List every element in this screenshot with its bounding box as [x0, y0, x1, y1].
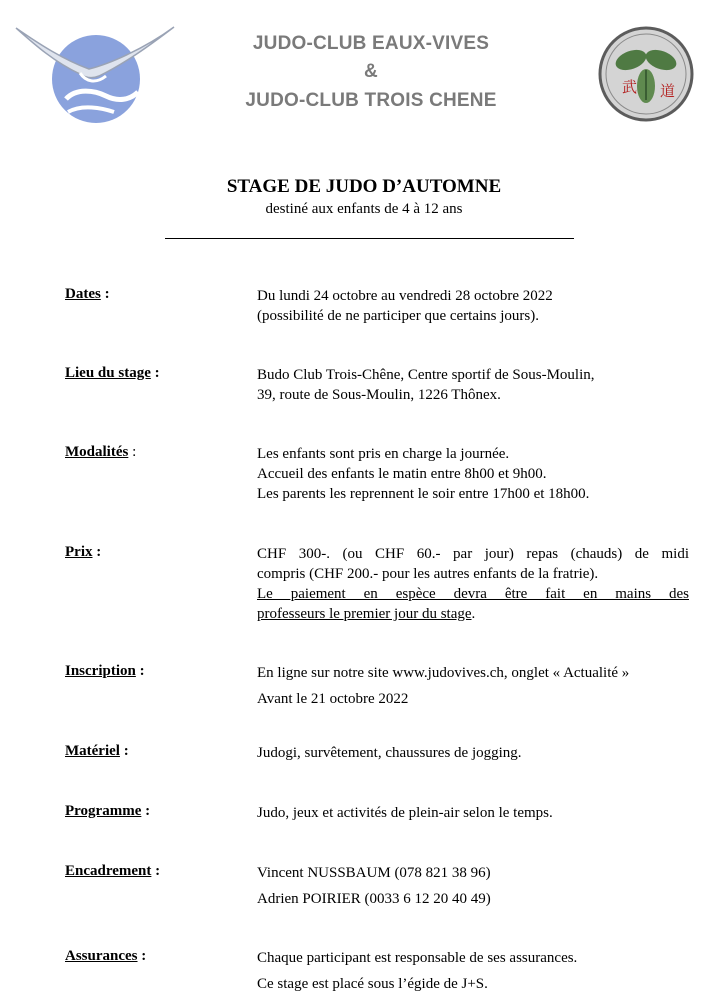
title-divider — [165, 238, 574, 239]
club-name-eaux-vives: JUDO-CLUB EAUX-VIVES — [252, 33, 490, 54]
section-label: Lieu du stage : — [65, 365, 160, 381]
section-label: Dates : — [65, 286, 110, 302]
ampersand: & — [364, 61, 378, 82]
section-value: Judogi, survêtement, chaussures de jogging. — [257, 745, 522, 761]
page-subtitle: destiné aux enfants de 4 à 12 ans — [265, 201, 463, 217]
section-label: Prix : — [65, 544, 102, 560]
payment-note: professeurs le premier jour du stage — [257, 606, 472, 622]
section-label: Inscription : — [65, 663, 145, 679]
logo-glyph-bu: 武 — [622, 78, 638, 96]
section-label: Matériel : — [65, 743, 129, 759]
section-value: En ligne sur notre site www.judovives.ch, onglet « Actualité » Avant le 21 octobre 2022 — [257, 665, 630, 707]
section-value: Judo, jeux et activités de plein-air selon le temps. — [257, 805, 553, 821]
page-title: STAGE DE JUDO D’AUTOMNE — [226, 176, 502, 197]
logo-glyph-do: 道 — [660, 82, 676, 100]
section-label: Programme : — [65, 803, 151, 819]
leaf-kanji-logo-icon — [598, 26, 694, 122]
section-label: Assurances : — [65, 948, 147, 964]
section-label: Encadrement : — [65, 863, 161, 879]
section-value: Vincent NUSSBAUM (078 821 38 96) Adrien POIRIER (0033 6 12 20 40 49) — [257, 865, 491, 907]
section-value: Chaque participant est responsable de ses assurances. Ce stage est placé sous l’égide de J+S. — [257, 950, 578, 992]
section-value: Du lundi 24 octobre au vendredi 28 octobre 2022 (possibilité de ne participer que certains jours). — [257, 288, 553, 324]
section-value: Budo Club Trois-Chêne, Centre sportif de Sous-Moulin, 39, route de Sous-Moulin, 1226 Thônex. — [257, 367, 595, 403]
section-value: Les enfants sont pris en charge la journée. Accueil des enfants le matin entre 8h00 et 9h00. Les parents les reprennent le soir entre 17h00 et 18h00. — [257, 446, 590, 502]
club-name-trois-chene: JUDO-CLUB TROIS CHENE — [245, 90, 497, 111]
section-label: Modalités : — [65, 444, 137, 460]
payment-note: Le paiement en espèce devra être fait en mains des — [257, 586, 689, 602]
section-value: CHF 300-. (ou CHF 60.- par jour) repas (chauds) de midi compris (CHF 200.- pour les autres enfants de la fratrie). Le paiement en espèce devra être fait en mains des professeurs le premier jour du stage. — [257, 546, 689, 622]
